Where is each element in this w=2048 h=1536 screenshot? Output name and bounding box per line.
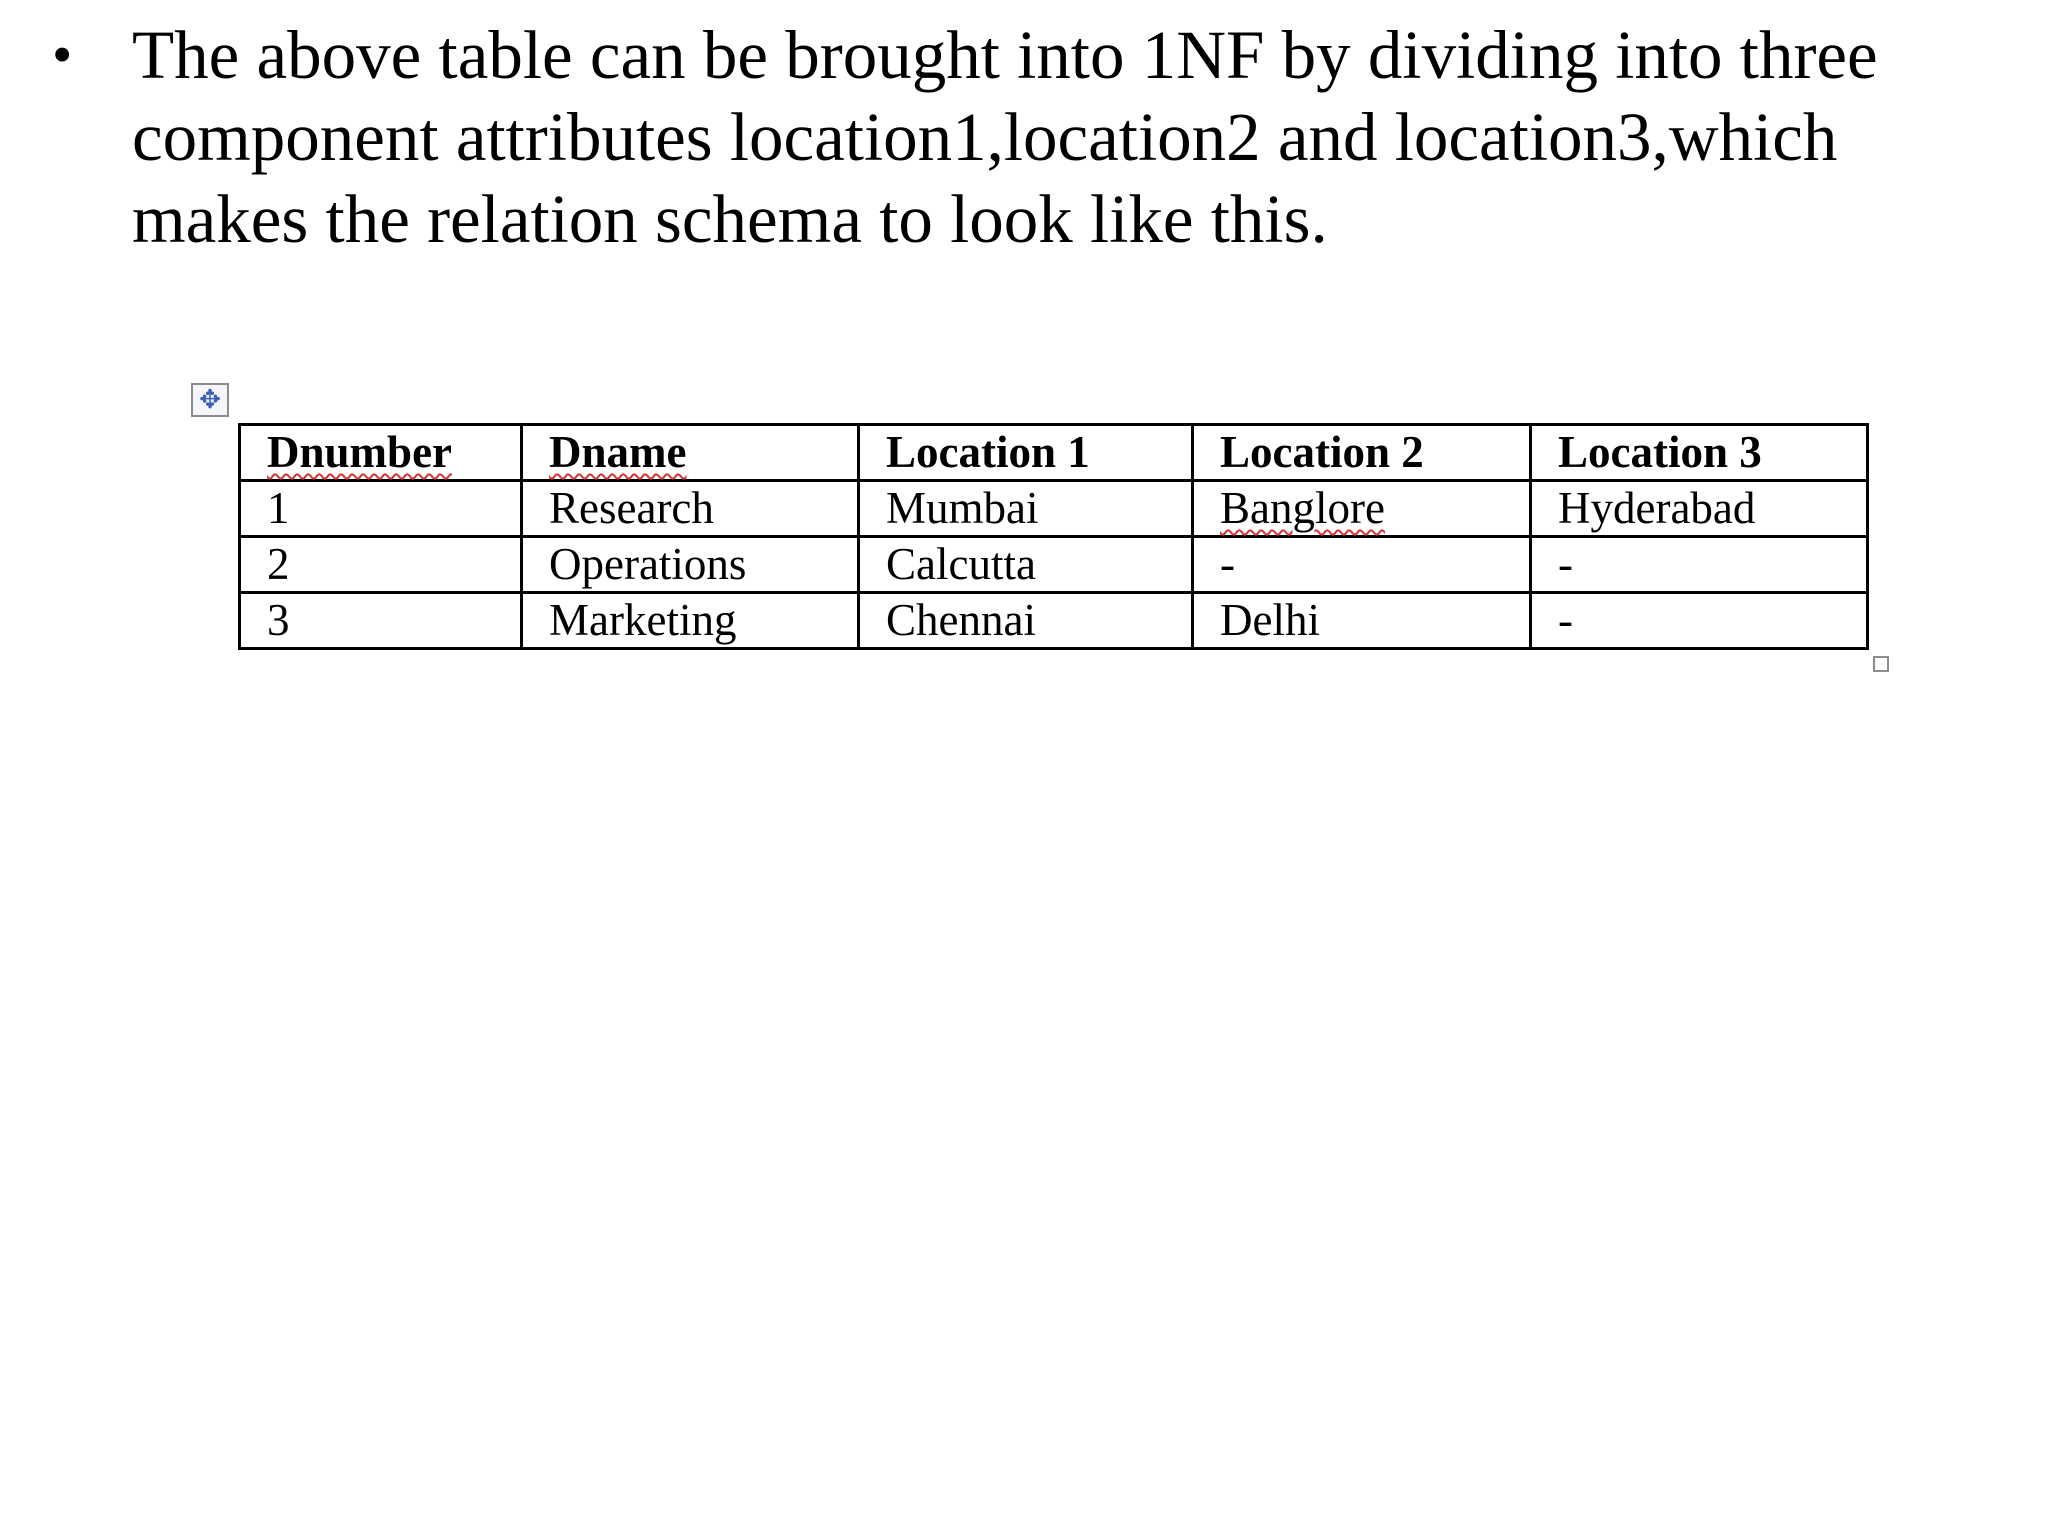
table-row xyxy=(240,593,1868,649)
table-header-row xyxy=(240,425,1868,481)
header-dname[interactable] xyxy=(522,425,859,481)
table-cell[interactable]: 1 xyxy=(240,481,522,537)
table-cell[interactable]: Calcutta xyxy=(859,537,1193,593)
table-cell[interactable]: Operations xyxy=(522,537,859,593)
header-label: Dname xyxy=(549,427,687,477)
header-label: Location 2 xyxy=(1220,427,1424,477)
table-cell[interactable]: Research xyxy=(522,481,859,537)
header-location-1[interactable] xyxy=(859,425,1193,481)
table-cell[interactable]: Chennai xyxy=(859,593,1193,649)
relation-schema-table[interactable] xyxy=(238,423,1869,650)
header-location-2[interactable] xyxy=(1193,425,1531,481)
schema-table-container[interactable] xyxy=(199,385,1869,650)
table-cell[interactable]: 2 xyxy=(240,537,522,593)
cell-text: Banglore xyxy=(1220,483,1385,533)
table-cell[interactable]: Delhi xyxy=(1193,593,1531,649)
header-label: Dnumber xyxy=(267,427,453,477)
bullet-paragraph[interactable] xyxy=(52,14,1952,260)
table-row xyxy=(240,481,1868,537)
table-cell[interactable]: Marketing xyxy=(522,593,859,649)
bullet-text[interactable]: The above table can be brought into 1NF by dividing into three component attributes location1,location2 and location3,which makes the relation schema to look like this. xyxy=(132,17,1878,257)
header-label: Location 1 xyxy=(886,427,1090,477)
header-location-3[interactable] xyxy=(1531,425,1868,481)
table-move-icon[interactable]: ✥ xyxy=(191,383,229,417)
table-row xyxy=(240,537,1868,593)
table-cell[interactable] xyxy=(1193,481,1531,537)
bullet-marker: • xyxy=(52,22,73,87)
table-cell[interactable]: Hyderabad xyxy=(1531,481,1868,537)
table-cell[interactable]: Mumbai xyxy=(859,481,1193,537)
table-resize-icon[interactable] xyxy=(1873,656,1889,672)
table-cell[interactable]: 3 xyxy=(240,593,522,649)
header-dnumber[interactable] xyxy=(240,425,522,481)
table-cell[interactable]: - xyxy=(1531,537,1868,593)
table-cell[interactable]: - xyxy=(1193,537,1531,593)
header-label: Location 3 xyxy=(1558,427,1762,477)
table-cell[interactable]: - xyxy=(1531,593,1868,649)
